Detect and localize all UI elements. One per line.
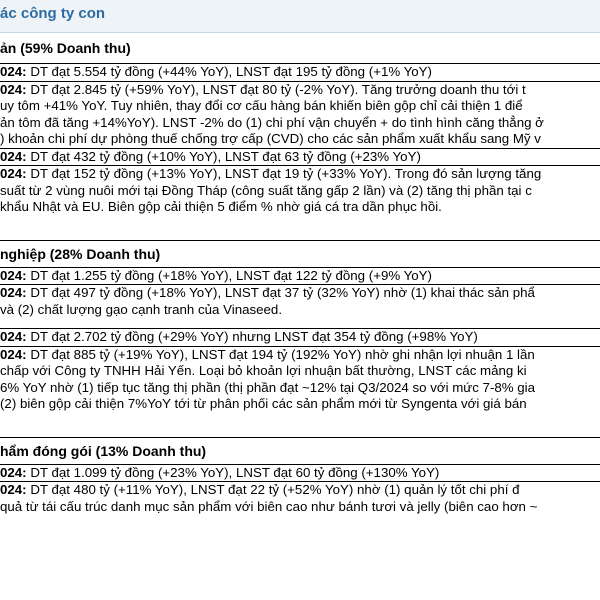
page-title: ác công ty con (0, 0, 600, 33)
list-item: 024: DT đạt 497 tỷ đồng (+18% YoY), LNST đạt 37 tỷ (32% YoY) nhờ (1) khai thác sản phẩ và (2) chất lượng gạo cạnh tranh của Vinaseed. (0, 285, 535, 317)
list-item: 024: DT đạt 2.702 tỷ đồng (+29% YoY) nhưng LNST đạt 354 tỷ đồng (+98% YoY) (0, 329, 600, 347)
list-item: 024: DT đạt 1.255 tỷ đồng (+18% YoY), LNST đạt 122 tỷ đồng (+9% YoY) (0, 268, 600, 286)
list-item: 024: DT đạt 885 tỷ (+19% YoY), LNST đạt 194 tỷ (192% YoY) nhờ ghi nhận lợi nhuận 1 lần chấp với Công ty TNHH Hải Yến. Loại bỏ khoản lợi nhuận bất thường, LNST các mảng ki 6% YoY nhờ (1) tiếp tục tăng thị phần (thị phần đạt ~12% tại Q3/2024 so với mức 7-8% gia (2) biên gộp cải thiện 7%YoY tới từ phân phối các sản phẩm mới từ Syngenta với giá bán (0, 346, 536, 411)
list-item: 024: DT đạt 1.099 tỷ đồng (+23% YoY), LNST đạt 60 tỷ đồng (+130% YoY) (0, 465, 600, 483)
section-packaged-food (0, 465, 600, 516)
spacer (0, 413, 600, 438)
section-seafood (0, 64, 600, 216)
section-heading-packaged-food: hẩm đóng gói (13% Doanh thu) (0, 438, 600, 465)
list-item: 024: DT đạt 480 tỷ (+11% YoY), LNST đạt 22 tỷ (+52% YoY) nhờ (1) quản lý tốt chi phí đ quả từ tái cấu trúc danh mục sản phẩm với biên cao như bánh tươi và jelly (biên cao hơn ~ (0, 482, 538, 514)
spacer (0, 216, 600, 241)
list-item: 024: DT đạt 2.845 tỷ (+59% YoY), LNST đạt 80 tỷ (-2% YoY). Tăng trưởng doanh thu tới t uy tôm +41% YoY. Tuy nhiên, thay đổi cơ cấu hàng bán khiến biên gộp chỉ cải thiện 1 điể ản tôm đã tăng +14%YoY). LNST -2% do (1) chi phí vận chuyển + do tình hình căng thẳng ở ) khoản chi phí dự phòng thuế chống trợ cấp (CVD) cho các sản phẩm xuất khẩu sang Mỹ v (0, 82, 600, 149)
section-agriculture (0, 268, 600, 319)
list-item: 024: DT đạt 5.554 tỷ đồng (+44% YoY), LNST đạt 195 tỷ đồng (+1% YoY) (0, 64, 600, 82)
section-heading-seafood: ản (59% Doanh thu) (0, 33, 600, 64)
section-agriculture-continued (0, 329, 600, 413)
spacer (0, 318, 600, 329)
section-heading-agriculture: nghiệp (28% Doanh thu) (0, 241, 600, 268)
list-item: 024: DT đạt 152 tỷ đồng (+13% YoY), LNST đạt 19 tỷ (+33% YoY). Trong đó sản lượng tăng suất từ 2 vùng nuôi mới tại Đồng Tháp (công suất tăng gấp 2 lần) và (2) tăng thị phần tại c khẩu Nhật và EU. Biên gộp cải thiện 5 điểm % nhờ giá cá tra dần phục hồi. (0, 166, 542, 214)
list-item: 024: DT đạt 432 tỷ đồng (+10% YoY), LNST đạt 63 tỷ đồng (+23% YoY) (0, 149, 600, 167)
